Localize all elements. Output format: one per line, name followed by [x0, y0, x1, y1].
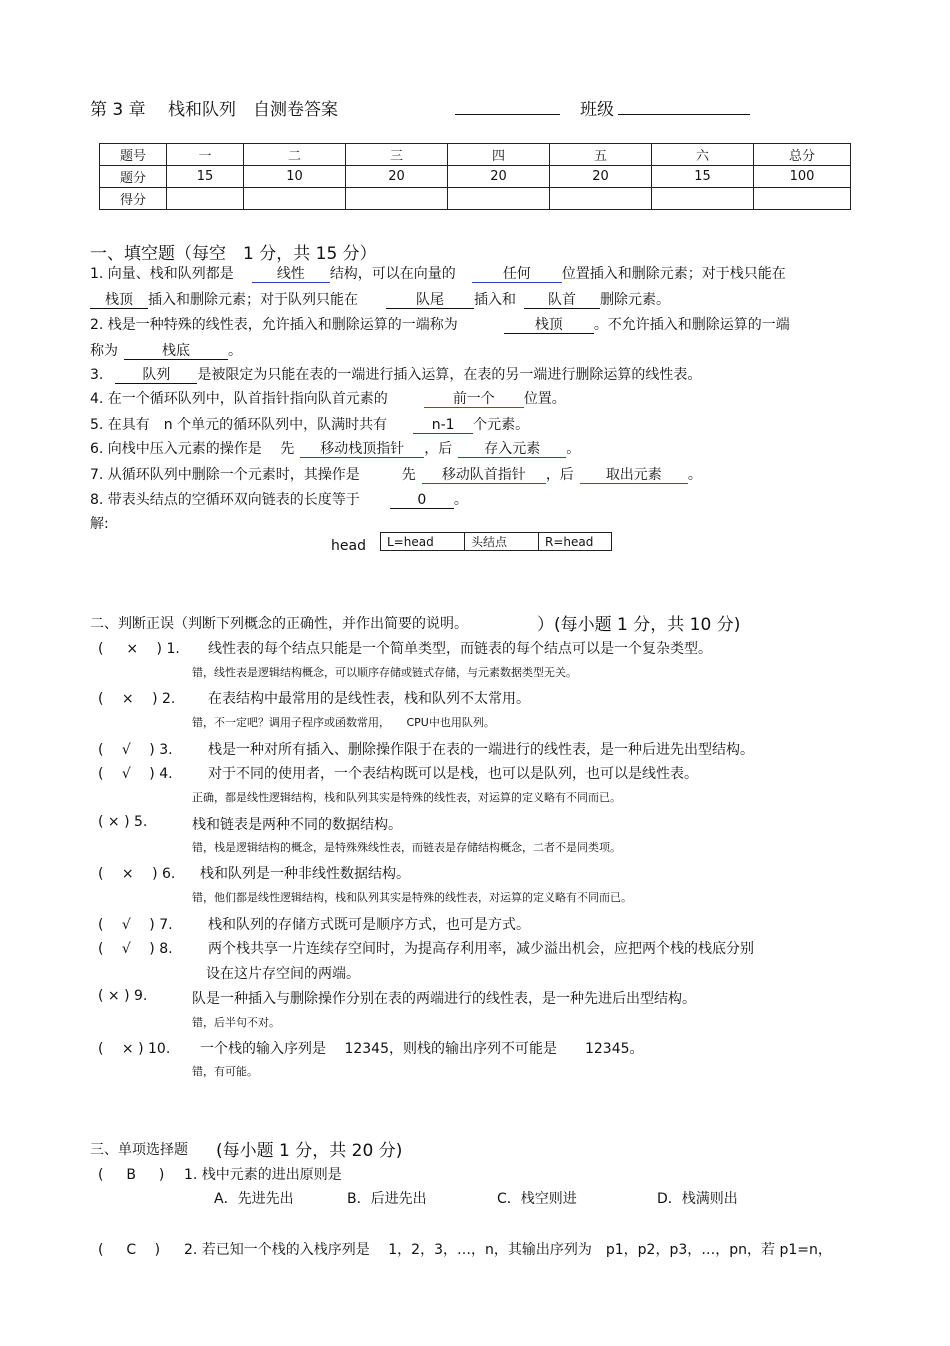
judge-text: 在表结构中最常用的是线性表，栈和队列不太常用。	[208, 691, 530, 707]
judge-mark: ( × ) 10.	[98, 1041, 171, 1057]
table-cell: 六	[652, 144, 754, 166]
table-cell	[652, 188, 754, 210]
answer-blank: 队尾	[386, 292, 474, 309]
answer-blank: 栈顶	[90, 292, 148, 309]
judge-mark: ( × ) 6.	[98, 866, 176, 882]
table-cell: 得分	[100, 188, 167, 210]
judge-mark: ( × ) 1.	[98, 641, 180, 657]
table-cell	[167, 188, 244, 210]
solution-label: 解:	[90, 516, 109, 532]
judge-mark: ( √ ) 4.	[98, 766, 173, 782]
answer-blank: n-1	[413, 417, 473, 434]
choice-mark: ( B )	[98, 1167, 165, 1183]
answer-blank: 线性	[252, 266, 330, 283]
choice-question: 1. 栈中元素的进出原则是	[184, 1167, 342, 1183]
section-1-title: 一、填空题（每空 1 分，共 15 分）	[90, 244, 377, 264]
question-6: 6. 向栈中压入元素的操作是 先 移动栈顶指针 ，后 存入元素 。	[90, 441, 581, 457]
judge-text: 队是一种插入与删除操作分别在表的两端进行的线性表，是一种先进后出型结构。	[192, 991, 696, 1007]
judge-mark: ( √ ) 8.	[98, 941, 173, 957]
answer-blank: 前一个	[424, 391, 524, 408]
question-2-line-1: 2. 栈是一种特殊的线性表，允许插入和删除运算的一端称为 栈顶 。不允许插入和删除运算的一端	[90, 317, 790, 333]
choice-question: 2. 若已知一个栈的入栈序列是 1，2，3，…，n，其输出序列为 p1，p2，p3，…，pn，若 p1=n，	[184, 1242, 832, 1258]
judge-text: 两个栈共享一片连续存空间时，为提高存利用率，减少溢出机会，应把两个栈的栈底分别	[208, 941, 754, 957]
judge-note: 正确，都是线性逻辑结构，栈和队列其实是特殊的线性表，对运算的定义略有不同而已。	[192, 791, 621, 804]
choice-mark: ( C )	[98, 1242, 161, 1258]
table-cell	[244, 188, 346, 210]
table-cell: 10	[244, 166, 346, 188]
table-cell: 20	[346, 166, 448, 188]
answer-blank: 栈顶	[504, 317, 594, 334]
table-cell: 一	[167, 144, 244, 166]
table-cell	[550, 188, 652, 210]
class-label: 班级	[580, 100, 614, 120]
table-row	[100, 188, 851, 210]
table-cell: 100	[754, 166, 851, 188]
judge-text: 栈和链表是两种不同的数据结构。	[192, 817, 402, 833]
answer-blank: 取出元素	[580, 467, 688, 484]
table-cell: 15	[167, 166, 244, 188]
section-2-title-b: ）(每小题 1 分，共 10 分)	[537, 615, 741, 635]
answer-blank: 栈底	[124, 343, 228, 360]
section-2-title-a: 二、判断正误（判断下列概念的正确性，并作出简要的说明。	[90, 616, 468, 632]
table-cell: 三	[346, 144, 448, 166]
answer-blank: 移动栈顶指针	[300, 441, 424, 458]
judge-text: 线性表的每个结点只能是一个简单类型，而链表的每个结点可以是一个复杂类型。	[208, 641, 712, 657]
judge-text-continued: 设在这片存空间的两端。	[206, 966, 360, 982]
diagram-cell: L=head	[380, 532, 465, 551]
question-3: 3. 队列 是被限定为只能在表的一端进行插入运算，在表的另一端进行删除运算的线性表。	[90, 367, 702, 383]
answer-blank: 队列	[115, 367, 197, 384]
answer-blank: 任何	[472, 266, 562, 283]
question-7: 7. 从循环队列中删除一个元素时，其操作是 先 移动队首指针 ，后 取出元素 。	[90, 467, 702, 483]
table-cell: 总分	[754, 144, 851, 166]
judge-mark: ( √ ) 7.	[98, 917, 173, 933]
diagram-cell: R=head	[538, 532, 612, 551]
table-cell: 题分	[100, 166, 167, 188]
choice-option-d: D．栈满则出	[657, 1191, 738, 1207]
judge-note: 错，后半句不对。	[192, 1016, 280, 1029]
answer-blank: 移动队首指针	[422, 467, 546, 484]
table-cell: 15	[652, 166, 754, 188]
table-cell	[346, 188, 448, 210]
judge-mark: ( × ) 2.	[98, 691, 176, 707]
table-cell	[448, 188, 550, 210]
judge-text: 栈和队列的存储方式既可是顺序方式，也可是方式。	[208, 917, 530, 933]
name-blank	[455, 114, 560, 115]
judge-note: 错，有可能。	[192, 1065, 258, 1078]
section-3-title-a: 三、单项选择题	[90, 1142, 188, 1158]
question-5: 5. 在具有 n 个单元的循环队列中，队满时共有 n-1 个元素。	[90, 417, 530, 433]
judge-text: 一个栈的输入序列是 12345，则栈的输出序列不可能是 12345。	[200, 1041, 644, 1057]
table-cell: 二	[244, 144, 346, 166]
question-4: 4. 在一个循环队列中，队首指针指向队首元素的 前一个 位置。	[90, 391, 566, 407]
table-row	[100, 166, 851, 188]
answer-blank: 0	[390, 492, 454, 509]
score-table	[99, 143, 851, 210]
section-3-title-b: (每小题 1 分，共 20 分)	[216, 1141, 403, 1161]
judge-mark: ( √ ) 3.	[98, 742, 173, 758]
answer-blank: 队首	[524, 292, 600, 309]
diagram-cell: 头结点	[464, 532, 539, 551]
judge-mark: ( × ) 9.	[98, 988, 148, 1004]
table-cell: 20	[448, 166, 550, 188]
choice-option-c: C．栈空则进	[497, 1191, 577, 1207]
head-label: head	[331, 538, 366, 554]
table-cell: 题号	[100, 144, 167, 166]
judge-note: 错，他们都是线性逻辑结构，栈和队列其实是特殊的线性表，对运算的定义略有不同而已。	[192, 891, 632, 904]
question-2-line-2: 称为 栈底 。	[90, 343, 242, 359]
choice-option-a: A．先进先出	[214, 1191, 294, 1207]
table-cell: 五	[550, 144, 652, 166]
question-1-line-2: 栈顶 插入和删除元素；对于队列只能在 队尾 插入和 队首 删除元素。	[90, 289, 670, 309]
table-row	[100, 144, 851, 166]
class-blank	[618, 114, 750, 115]
page-title: 第 3 章 栈和队列 自测卷答案	[90, 100, 339, 120]
answer-blank: 存入元素	[458, 441, 566, 458]
table-cell	[754, 188, 851, 210]
judge-note: 错，不一定吧？调用子程序或函数常用， CPU中也用队列。	[192, 716, 495, 729]
judge-text: 栈是一种对所有插入、删除操作限于在表的一端进行的线性表，是一种后进先出型结构。	[208, 742, 754, 758]
judge-text: 栈和队列是一种非线性数据结构。	[200, 866, 410, 882]
judge-text: 对于不同的使用者，一个表结构既可以是栈，也可以是队列，也可以是线性表。	[208, 766, 698, 782]
judge-note: 错，线性表是逻辑结构概念，可以顺序存储或链式存储，与元素数据类型无关。	[192, 666, 577, 679]
table-cell: 四	[448, 144, 550, 166]
judge-mark: ( × ) 5.	[98, 814, 148, 830]
table-cell: 20	[550, 166, 652, 188]
judge-note: 错，栈是逻辑结构的概念，是特殊殊线性表，而链表是存储结构概念，二者不是同类项。	[192, 841, 621, 854]
choice-option-b: B．后进先出	[347, 1191, 427, 1207]
question-8: 8. 带表头结点的空循环双向链表的长度等于 0 。	[90, 492, 468, 508]
question-1-line-1: 1. 向量、栈和队列都是 线性 结构，可以在向量的 任何 位置插入和删除元素；对于栈只能在	[90, 266, 786, 282]
